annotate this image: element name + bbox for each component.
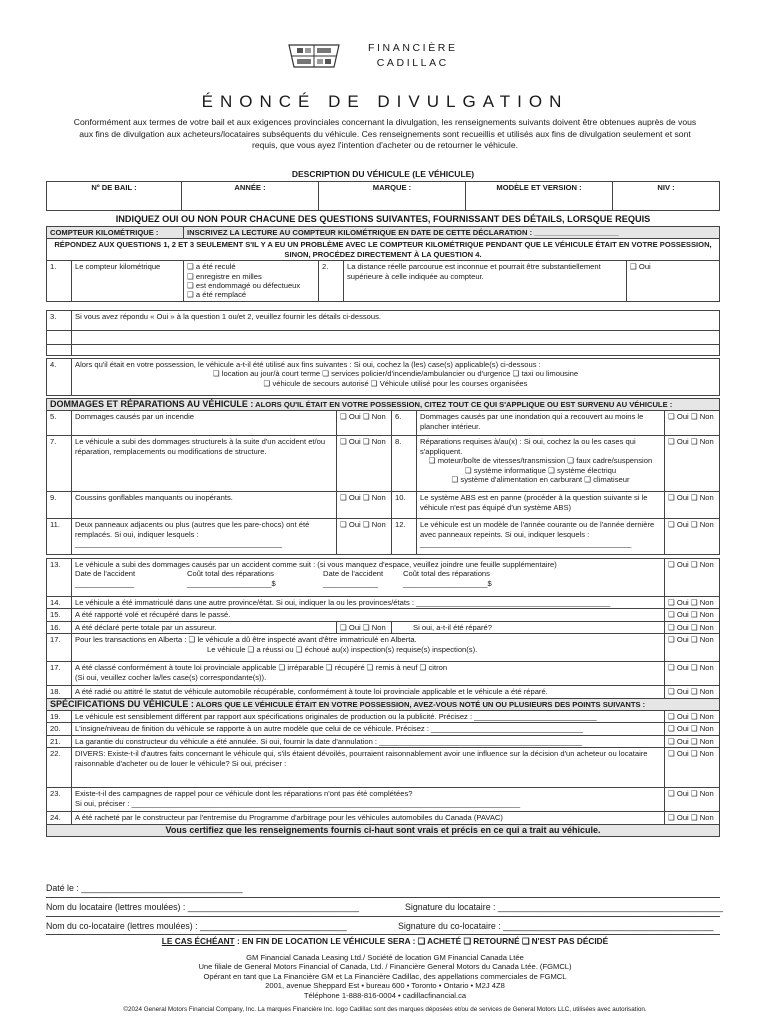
q8-options-2[interactable]: ❑ système informatique ❑ système électriqu: [464, 465, 617, 475]
end-of-lease-options[interactable]: : EN FIN DE LOCATION LE VÉHICULE SERA : ❑ ACHETÉ ❑ RETOURNÉ ❑ N'EST PAS DÉCIDÉ: [234, 936, 609, 946]
q5-text: Dommages causés par un incendie: [72, 411, 337, 436]
q8-options-1[interactable]: ❑ moteur/boîte de vitesses/transmission ❑ faux cadre/suspension: [428, 456, 653, 466]
vehicle-table: [46, 181, 720, 211]
q11-number: 11.: [47, 519, 72, 555]
vin-field[interactable]: NIV :: [613, 182, 720, 211]
q2-number: 2.: [319, 261, 344, 302]
footer-line: Téléphone 1-888-816-0004 • cadillacfinancial.ca: [303, 990, 467, 1000]
q13-body: [72, 559, 665, 597]
make-field[interactable]: MARQUE :: [319, 182, 466, 211]
vehicle-heading: DESCRIPTION DU VÉHICULE (LE VÉHICULE): [291, 169, 475, 179]
q11-text: Deux panneaux adjacents ou plus (autres que les pare-chocs) ont été remplacés. Si oui, indiquer lesquels :: [75, 520, 310, 539]
q12-number: 12.: [392, 519, 417, 555]
q2-text: La distance réelle parcourue est inconnue et pourrait être substantiellement supérieure à celle indiquée au compteur.: [344, 261, 627, 302]
q9-oui-non[interactable]: ❑ Oui ❑ Non: [337, 492, 392, 519]
q3-text: Si vous avez répondu « Oui » à la question 1 ou/et 2, veuillez fournir les détails ci-dessous.: [72, 311, 720, 356]
q8-oui-non[interactable]: ❑ Oui ❑ Non: [665, 436, 720, 492]
q16-text: A été déclaré perte totale par un assureur.: [72, 621, 337, 633]
q16-number: 16.: [47, 621, 72, 633]
divider: [46, 916, 720, 917]
q23-body: [72, 788, 665, 812]
q20-text: L'insigne/niveau de finition du véhicule se rapporte à un autre modèle que celui de ce véhicule. Précisez : ____________________________________: [72, 723, 665, 735]
q1-option[interactable]: ❑ a été remplacé: [187, 290, 247, 300]
q4-options-2[interactable]: ❑ véhicule de secours autorisé ❑ Véhicule utilisé pour les courses organisées: [263, 378, 528, 388]
colessee-signature-field[interactable]: Signature du co-locataire : ___________________________________________: [398, 921, 714, 931]
damage-heading: [47, 399, 720, 411]
q7-oui-non[interactable]: ❑ Oui ❑ Non: [337, 436, 392, 492]
divider: [46, 897, 720, 898]
q1-text: Le compteur kilométrique: [72, 261, 184, 302]
q3-line[interactable]: [46, 344, 720, 345]
q7-text: Le véhicule a subi des dommages structurels à la suite d'un accident et/ou réparation, remplacements ou modifications de structure.: [72, 436, 337, 492]
q17b-oui-non[interactable]: ❑ Oui ❑ Non: [665, 662, 720, 686]
q21-number: 21.: [47, 735, 72, 747]
q17b-number: 17.: [47, 662, 72, 686]
q4-body: [72, 359, 720, 396]
q19-text: Le véhicule est sensiblement différent par rapport aux spécifications originales de production ou la publicité. Précisez : _____________________________: [72, 711, 665, 723]
q13-oui-non[interactable]: ❑ Oui ❑ Non: [665, 559, 720, 597]
questions-table: [46, 558, 720, 837]
q14-number: 14.: [47, 597, 72, 609]
q13-blanks: [75, 579, 661, 588]
q23-number: 23.: [47, 788, 72, 812]
q16-repaired-oui-non[interactable]: ❑ Oui ❑ Non: [665, 621, 720, 633]
q17b-body: [72, 662, 665, 686]
q24-oui-non[interactable]: ❑ Oui ❑ Non: [665, 812, 720, 824]
model-field[interactable]: MODÈLE ET VERSION :: [466, 182, 613, 211]
odometer-table: [46, 226, 720, 302]
q15-number: 15.: [47, 609, 72, 621]
q8-body: [417, 436, 665, 492]
footer-line: Opérant en tant que La Financière GM et La Financière Cadillac, des appellations commerciales de FGMCL: [203, 971, 567, 981]
brand-name: [368, 41, 458, 71]
q6-oui-non[interactable]: ❑ Oui ❑ Non: [665, 411, 720, 436]
q3-line[interactable]: [46, 330, 720, 331]
lease-number-field[interactable]: Nº DE BAIL :: [47, 182, 182, 211]
damage-title: DOMMAGES ET RÉPARATIONS AU VÉHICULE :: [50, 399, 254, 409]
q13-number: 13.: [47, 559, 72, 597]
q6-number: 6.: [392, 411, 417, 436]
q11-body: [72, 519, 337, 555]
instructions: INDIQUEZ OUI OU NON POUR CHACUNE DES QUESTIONS SUIVANTES, FOURNISSANT DES DÉTAILS, LORSQUE REQUIS: [115, 214, 651, 224]
q13-date-label: Date de l'accident: [323, 569, 384, 579]
q15-oui-non[interactable]: ❑ Oui ❑ Non: [665, 609, 720, 621]
end-of-lease-label: LE CAS ÉCHÉANT: [161, 936, 235, 946]
q3-number: 3.: [47, 311, 72, 356]
q10-text: Le système ABS est en panne (procéder à la question suivante si le véhicule n'est pas équipé d'un système ABS): [417, 492, 665, 519]
q20-oui-non[interactable]: ❑ Oui ❑ Non: [665, 723, 720, 735]
q5-number: 5.: [47, 411, 72, 436]
footer-line: Une filiale de General Motors Financial of Canada, Ltd. / Financière General Motors du Canada Ltée. (FGMCL): [198, 962, 572, 972]
q22-number: 22.: [47, 748, 72, 788]
q4-options-1[interactable]: ❑ location au jour/à court terme ❑ services policier/d'incendie/ambulancier ou d'urgence ❑ taxi ou limousine: [212, 369, 579, 379]
q9-text: Coussins gonflables manquants ou inopérants.: [72, 492, 337, 519]
brand-line-1: FINANCIÈRE: [368, 42, 458, 54]
q18-text: A été radié ou attitré le statut de véhicule automobile récupérable, conformément à toute loi provinciale applicable et le véhicule a été réparé.: [72, 686, 665, 698]
q14-oui-non[interactable]: ❑ Oui ❑ Non: [665, 597, 720, 609]
q13-cost-field[interactable]: ____________________$: [403, 578, 492, 588]
damage-subtitle: ALORS QU'IL ÉTAIT EN VOTRE POSSESSION, CITEZ TOUT CE QUI S'APPLIQUE OU EST SURVENU AU VÉHICULE :: [255, 400, 673, 409]
intro-text: Conformément aux termes de votre bail et aux exigences provinciales concernant la divulgation, les renseignements suivants doivent être obtenues auprès de vous aux fins de divulgation aux acheteurs/locataires subséquents du véhicule. Ces renseignements sont recueillis et utilisés aux fins de divulgation seulement et sont requis, que vous ayez l'intention d'acheter ou de retourner le véhicule.: [73, 117, 697, 150]
q14-text: Le véhicule a été immatriculé dans une autre province/état. Si oui, indiquer la ou les provinces/états : ______________________________________________: [72, 597, 665, 609]
spec-subtitle: ALORS QUE LE VÉHICULE ÉTAIT EN VOTRE POSSESSION, AVEZ-VOUS NOTÉ UN OU PLUSIEURS DES POINTS SUIVANTS :: [195, 699, 646, 709]
footer: [0, 953, 770, 1000]
q10-number: 10.: [392, 492, 417, 519]
date-field[interactable]: Daté le : _________________________________: [46, 883, 243, 893]
cadillac-crest-icon: [286, 40, 342, 72]
q1-option[interactable]: ❑ est endommagé ou défectueux: [187, 281, 301, 291]
q12-text: Le véhicule est un modèle de l'année courante ou de l'année dernière avec panneaux repeints. Si oui, indiquer lesquels :: [420, 520, 655, 539]
q8-options-3[interactable]: ❑ système d'alimentation en carburant ❑ climatiseur: [451, 475, 630, 485]
q24-text: A été racheté par le constructeur par l'entremise du Programme d'arbitrage pour les véhicules automobiles du Canada (PAVAC): [72, 812, 665, 824]
q13-text: Le véhicule a subi des dommages causés par un accident comme suit : (si vous manquez d'espace, veuillez joindre une feuille supplémentaire): [75, 560, 557, 569]
q2-oui-checkbox[interactable]: ❑ Oui: [627, 261, 720, 302]
header-logo: [286, 38, 506, 74]
footer-line: 2001, avenue Sheppard Est • bureau 600 • Toronto • Ontario • M2J 4Z8: [265, 981, 505, 991]
q20-number: 20.: [47, 723, 72, 735]
q13-labels: [75, 569, 661, 578]
q22-oui-non[interactable]: ❑ Oui ❑ Non: [665, 748, 720, 788]
q8-text: Réparations requises à/au(x) : Si oui, cochez la ou les cases qui s'appliquent.: [420, 437, 636, 456]
q15-text: A été rapporté volé et récupéré dans le passé.: [72, 609, 665, 621]
q18-number: 18.: [47, 686, 72, 698]
odometer-reading-field[interactable]: INSCRIVEZ LA LECTURE AU COMPTEUR KILOMÉTRIQUE EN DATE DE CETTE DÉCLARATION : ____________________: [184, 227, 720, 239]
q23-text: Existe-t-il des campagnes de rappel pour ce véhicule dont les réparations n'ont pas été complétées?: [75, 789, 413, 799]
q18-oui-non[interactable]: ❑ Oui ❑ Non: [665, 686, 720, 698]
q1-option[interactable]: ❑ a été reculé: [187, 262, 236, 272]
q4-table: [46, 358, 720, 396]
spec-heading: [47, 698, 720, 710]
q19-number: 19.: [47, 711, 72, 723]
q13-date-field[interactable]: ______________: [75, 578, 135, 588]
q13-cost-label: Coût total des réparations: [187, 569, 274, 579]
q4-text: Alors qu'il était en votre possession, le véhicule a-t-il été utilisé aux fins suivantes : Si oui, cochez la (les) case(s) applicable(s) ci-dessous :: [75, 360, 541, 369]
q22-text: DIVERS: Existe-t-il d'autres faits concernant le véhicule qui, s'ils étaient dévoilés, pourraient raisonnablement avoir une influence sur la décision d'un acheteur ou locataire raisonnable d'acheter ou de louer le véhicule? Si oui, préciser :: [72, 748, 665, 788]
q6-text: Dommages causés par une inondation qui a recouvert au moins le plancher intérieur.: [417, 411, 665, 436]
q24-number: 24.: [47, 812, 72, 824]
spec-title: SPÉCIFICATIONS DU VÉHICULE :: [50, 698, 194, 709]
q17-options[interactable]: Le véhicule ❑ a réussi ou ❑ échoué au(x) inspection(s) requise(s) inspection(s).: [207, 644, 478, 654]
q17-text[interactable]: Pour les transactions en Alberta : ❑ le véhicule a dû être inspecté avant d'être immatriculé en Alberta.: [75, 635, 417, 645]
q21-text: La garantie du constructeur du véhicule a été annulée. Si oui, fournir la date d'annulation : ________________________________________________: [72, 735, 665, 747]
q10-oui-non[interactable]: ❑ Oui ❑ Non: [665, 492, 720, 519]
q1-option[interactable]: ❑ enregistre en milles: [187, 271, 262, 281]
q12-oui-non[interactable]: ❑ Oui ❑ Non: [665, 519, 720, 555]
q8-number: 8.: [392, 436, 417, 492]
q17b-text[interactable]: A été classé conformément à toute loi provinciale applicable ❑ irréparable ❑ récupéré ❑ remis à neuf ❑ citron: [75, 663, 448, 673]
q9-number: 9.: [47, 492, 72, 519]
brand-line-2: CADILLAC: [376, 57, 449, 69]
q13-cost-label: Coût total des réparations: [403, 569, 490, 579]
q23-blank[interactable]: Si oui, préciser : ____________________________________________________________________________________________: [75, 798, 521, 808]
q23-oui-non[interactable]: ❑ Oui ❑ Non: [665, 788, 720, 812]
footer-line: GM Financial Canada Leasing Ltd./ Société de location GM Financial Canada Ltée: [246, 953, 524, 962]
q7-number: 7.: [47, 436, 72, 492]
q16-oui-non[interactable]: ❑ Oui ❑ Non: [337, 621, 392, 633]
certification: Vous certifiez que les renseignements fournis ci-haut sont vrais et précis en ce qui a trait au véhicule.: [47, 824, 720, 836]
q16-text-2: [392, 621, 665, 633]
copyright: ©2024 General Motors Financial Company, Inc. La marques Financière Inc. logo Cadillac sont des marques déposées et/ou de services de General Motors LLC, utilisées avec autorisation.: [123, 1006, 647, 1013]
q4-number: 4.: [47, 359, 72, 396]
odometer-label: COMPTEUR KILOMÉTRIQUE :: [47, 227, 184, 239]
end-of-lease: [0, 937, 770, 946]
q1-number: 1.: [47, 261, 72, 302]
q11-blank[interactable]: _________________________________________________: [75, 539, 282, 549]
q3-table: [46, 310, 720, 356]
colessee-name-field[interactable]: Nom du co-locataire (lettres moulées) : ______________________________: [46, 921, 347, 931]
q19-oui-non[interactable]: ❑ Oui ❑ Non: [665, 711, 720, 723]
q17-body: [72, 634, 665, 662]
year-field[interactable]: ANNÉE :: [182, 182, 319, 211]
q1-options: [184, 261, 319, 302]
odometer-note: RÉPONDEZ AUX QUESTIONS 1, 2 ET 3 SEULEMENT S'IL Y A EU UN PROBLÈME AVEC LE COMPTEUR KILOMÉTRIQUE PENDANT QUE LE VÉHICULE ÉTAIT EN VOTRE POSSESSION, SINON, PROCÉDEZ DIRECTEMENT À LA QUESTION 4.: [47, 239, 720, 261]
page-title: ÉNONCÉ DE DIVULGATION: [201, 92, 569, 111]
q5-oui-non[interactable]: ❑ Oui ❑ Non: [337, 411, 392, 436]
lessee-name-field[interactable]: Nom du locataire (lettres moulées) : ___________________________________: [46, 902, 360, 912]
q12-blank[interactable]: __________________________________________________: [420, 539, 632, 549]
q17b-note: (Si oui, veuillez cocher la/les case(s) correspondante(s)).: [75, 672, 267, 682]
q21-oui-non[interactable]: ❑ Oui ❑ Non: [665, 735, 720, 747]
q17-number: 17.: [47, 634, 72, 662]
q12-body: [417, 519, 665, 555]
damage-table: [46, 398, 720, 555]
q13-date-field[interactable]: _____________: [323, 578, 378, 588]
q17-oui-non[interactable]: ❑ Oui ❑ Non: [665, 634, 720, 662]
q13-cost-field[interactable]: ____________________$: [187, 578, 276, 588]
q13-date-label: Date de l'accident: [75, 569, 136, 579]
q11-oui-non[interactable]: ❑ Oui ❑ Non: [337, 519, 392, 555]
divider: [46, 934, 720, 935]
lessee-signature-field[interactable]: Signature du locataire : ______________________________________________: [405, 902, 723, 912]
q16-repaired-text: Si oui, a-t-il été réparé?: [413, 622, 492, 632]
